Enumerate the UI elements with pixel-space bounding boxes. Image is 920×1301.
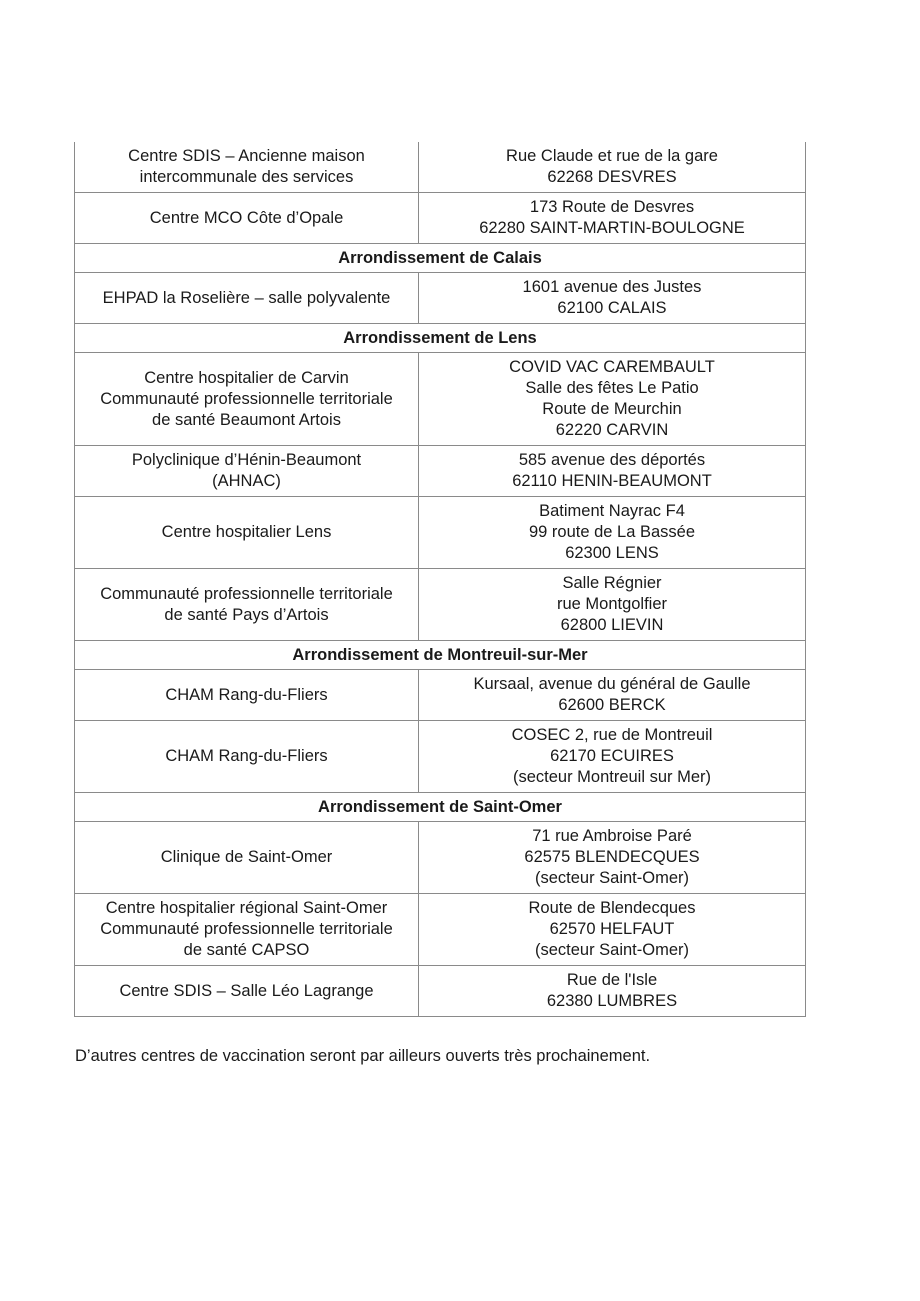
table-row xyxy=(75,353,806,446)
centre-address-cell xyxy=(419,193,806,244)
centre-name-cell xyxy=(75,353,419,446)
table-row xyxy=(75,193,806,244)
centre-name-cell xyxy=(75,446,419,497)
centre-address-line: 62268 DESVRES xyxy=(547,168,677,186)
centre-address-line: 62600 BERCK xyxy=(558,696,666,714)
centre-name-cell xyxy=(75,721,419,793)
section-title: Arrondissement de Calais xyxy=(75,244,806,273)
centre-address-line: 173 Route de Desvres xyxy=(529,198,695,216)
centre-name-cell xyxy=(75,670,419,721)
centre-name-line: Polyclinique d’Hénin-Beaumont xyxy=(131,451,362,469)
centre-name-line: Communauté professionnelle territoriale xyxy=(100,584,393,603)
centre-address-line: 62110 HENIN-BEAUMONT xyxy=(512,472,712,490)
centre-name-line: CHAM Rang-du-Fliers xyxy=(165,747,328,765)
centre-address-line: 62575 BLENDECQUES xyxy=(524,848,700,866)
centre-name-line: de santé CAPSO xyxy=(183,941,310,959)
centre-address-cell xyxy=(419,670,806,721)
section-title: Arrondissement de Saint-Omer xyxy=(75,793,806,822)
centre-address-cell xyxy=(419,273,806,324)
table-row xyxy=(75,966,806,1017)
section-header-row xyxy=(75,244,806,273)
centre-address-line: Rue de l'Isle xyxy=(566,971,658,989)
centre-name-line: de santé Pays d’Artois xyxy=(164,605,329,624)
centre-name-cell xyxy=(75,569,419,641)
centre-name-cell xyxy=(75,142,419,193)
centre-name-line: CHAM Rang-du-Fliers xyxy=(165,685,328,704)
centre-name-line: Centre SDIS – Ancienne maison xyxy=(128,147,365,165)
centre-address-line: Salle Régnier xyxy=(562,574,662,592)
centre-address-line: (secteur Montreuil sur Mer) xyxy=(512,768,712,786)
centre-address-line: 99 route de La Bassée xyxy=(528,523,696,541)
centre-address-cell xyxy=(419,497,806,569)
centre-name-cell xyxy=(75,966,419,1017)
centre-address-cell xyxy=(419,569,806,641)
centre-name-line: Centre MCO Côte d’Opale xyxy=(149,208,344,227)
centre-name-line: EHPAD la Roselière – salle polyvalente xyxy=(102,288,391,307)
table-row xyxy=(75,142,806,193)
section-title: Arrondissement de Montreuil-sur-Mer xyxy=(75,641,806,670)
centre-address-line: Rue Claude et rue de la gare xyxy=(506,147,718,165)
centre-address-line: (secteur Saint-Omer) xyxy=(534,869,690,887)
centre-address-line: 62570 HELFAUT xyxy=(549,920,675,938)
centre-name-line: Communauté professionnelle territoriale xyxy=(100,920,393,938)
centre-name-cell xyxy=(75,497,419,569)
centre-address-cell xyxy=(419,966,806,1017)
section-title: Arrondissement de Lens xyxy=(75,324,806,353)
centre-name-line: intercommunale des services xyxy=(139,168,354,186)
centre-address-cell xyxy=(419,822,806,894)
centre-address-cell xyxy=(419,894,806,966)
centre-address-line: (secteur Saint-Omer) xyxy=(534,941,690,959)
centre-name-line: Centre hospitalier régional Saint-Omer xyxy=(105,899,388,917)
centre-name-line: Centre hospitalier Lens xyxy=(161,523,332,541)
centre-name-line: (AHNAC) xyxy=(212,472,281,490)
centre-name-cell xyxy=(75,193,419,244)
section-header-row xyxy=(75,793,806,822)
centre-address-line: Route de Blendecques xyxy=(528,899,696,917)
centre-name-line: de santé Beaumont Artois xyxy=(152,410,341,429)
centre-address-line: 585 avenue des déportés xyxy=(518,451,706,469)
table-row xyxy=(75,822,806,894)
centre-name-cell xyxy=(75,894,419,966)
centre-address-line: 62380 LUMBRES xyxy=(546,992,678,1010)
table-row xyxy=(75,721,806,793)
centre-address-line: rue Montgolfier xyxy=(556,595,668,613)
centre-address-line: COSEC 2, rue de Montreuil xyxy=(511,726,713,744)
centre-address-line: 62800 LIEVIN xyxy=(560,616,664,634)
table-row xyxy=(75,894,806,966)
table-row xyxy=(75,569,806,641)
centre-name-line: Clinique de Saint-Omer xyxy=(160,848,333,866)
centre-address-cell xyxy=(419,446,806,497)
vaccination-centres-table xyxy=(74,142,806,1017)
table-body xyxy=(75,142,806,1017)
table-row xyxy=(75,273,806,324)
centre-address-line: 62300 LENS xyxy=(565,544,659,562)
centre-name-line: Centre hospitalier de Carvin xyxy=(144,368,349,387)
footer-note: D’autres centres de vaccination seront par ailleurs ouverts très prochainement. xyxy=(75,1047,651,1065)
centre-address-line: 62280 SAINT-MARTIN-BOULOGNE xyxy=(479,219,745,237)
table-row xyxy=(75,497,806,569)
centre-address-cell xyxy=(419,142,806,193)
centre-address-line: Route de Meurchin xyxy=(542,400,682,418)
centre-address-cell xyxy=(419,353,806,446)
centre-address-line: 62170 ECUIRES xyxy=(550,747,674,765)
centre-address-line: 62220 CARVIN xyxy=(555,421,669,439)
centre-address-cell xyxy=(419,721,806,793)
centre-address-line: Salle des fêtes Le Patio xyxy=(525,379,699,397)
centre-address-line: Batiment Nayrac F4 xyxy=(539,502,685,520)
section-header-row xyxy=(75,324,806,353)
centre-address-line: 62100 CALAIS xyxy=(557,299,667,317)
centre-name-cell xyxy=(75,822,419,894)
table-row xyxy=(75,446,806,497)
centre-address-line: Kursaal, avenue du général de Gaulle xyxy=(473,675,751,693)
table-row xyxy=(75,670,806,721)
centre-name-line: Centre SDIS – Salle Léo Lagrange xyxy=(119,981,374,1000)
centre-address-line: COVID VAC CAREMBAULT xyxy=(509,358,715,376)
centre-address-line: 1601 avenue des Justes xyxy=(522,278,702,296)
centre-name-line: Communauté professionnelle territoriale xyxy=(100,389,393,408)
centre-name-cell xyxy=(75,273,419,324)
centre-address-line: 71 rue Ambroise Paré xyxy=(532,827,692,845)
section-header-row xyxy=(75,641,806,670)
